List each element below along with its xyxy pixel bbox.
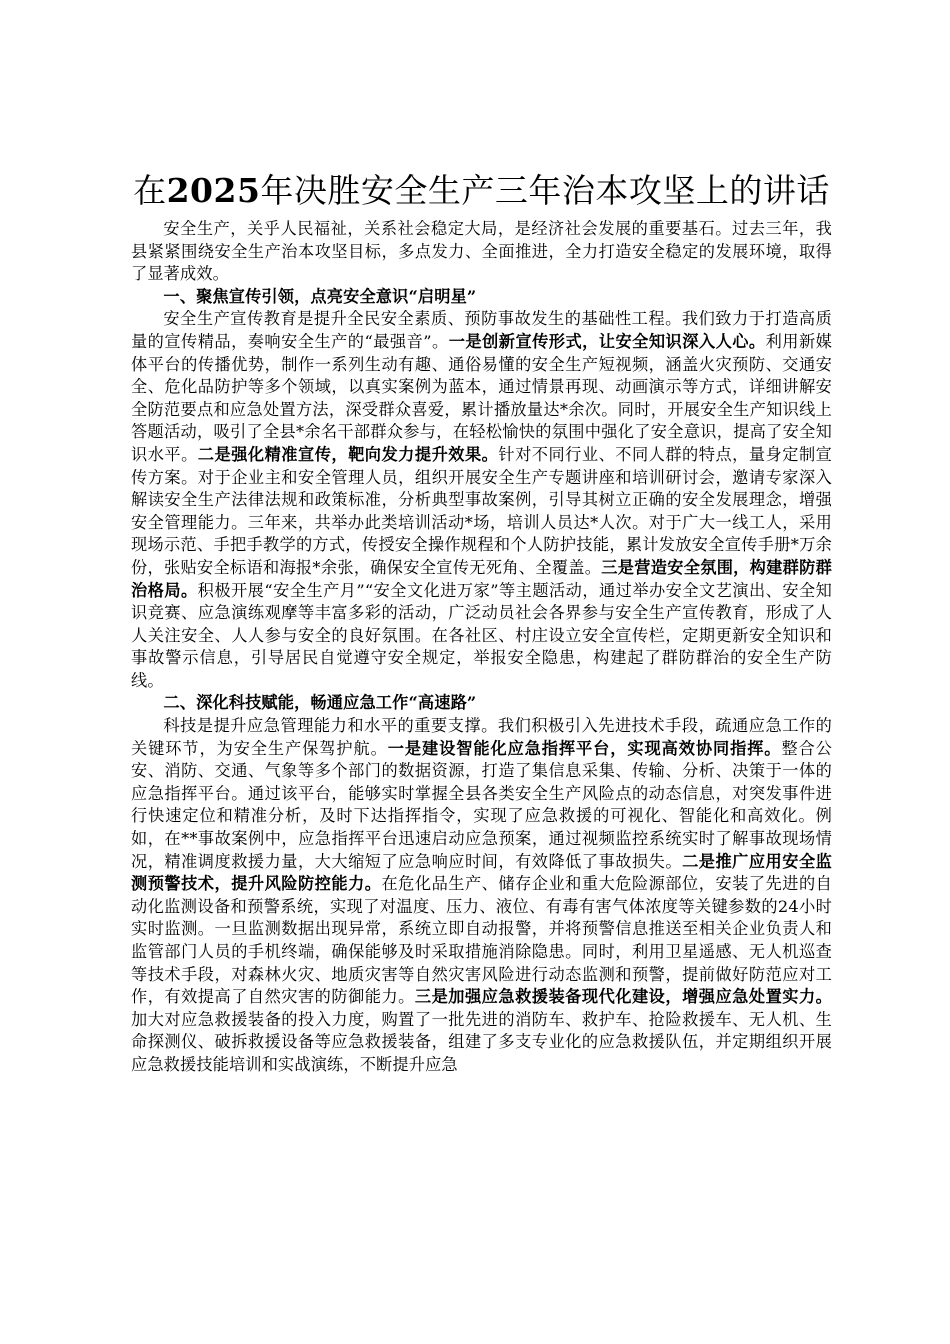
title-year: 2025 bbox=[166, 171, 261, 210]
document-title bbox=[131, 168, 832, 214]
point-1-3: 三是营造安全氛围，构建群防群治格局。 bbox=[131, 557, 832, 600]
section-heading-2: 二、深化科技赋能，畅通应急工作“高速路” bbox=[163, 693, 477, 713]
point-2-1: 一是建设智能化应急指挥平台，实现高效协同指挥。 bbox=[387, 738, 782, 758]
point-1-2: 二是强化精准宣传，靶向发力提升效果。 bbox=[197, 444, 499, 464]
title-suffix: 年决胜安全生产三年治本攻坚上的讲话 bbox=[260, 171, 830, 210]
section-2-paragraph: 科技是提升应急管理能力和水平的重要支撑。我们积极引入先进技术手段，疏通应急工作的关键环节，为安全生产保驾护航。一是建设智能化应急指挥平台，实现高效协同指挥。整合公安、消防、交通、气象等多个部门的数据资源，打造了集信息采集、传输、分析、决策于一体的应急指挥平台。通过该平台，能够实时掌握全县各类安全生产风险点的动态信息，对突发事件进行快速定位和精准分析，及时下达指挥指令，实现了应急救援的可视化、智能化和高效化。例如，在**事故案例中，应急指挥平台迅速启动应急预案，通过视频监控系统实时了解事故现场情况，精准调度救援力量，大大缩短了应急响应时间，有效降低了事故损失。二是推广应用安全监测预警技术，提升风险防控能力。在危化品生产、储存企业和重大危险源部位，安装了先进的自动化监测设备和预警系统，实现了对温度、压力、液位、有毒有害气体浓度等关键参数的24小时实时监测。一旦监测数据出现异常，系统立即自动报警，并将预警信息推送至相关企业负责人和监管部门人员的手机终端，确保能够及时采取措施消除隐患。同时，利用卫星遥感、无人机巡查等技术手段，对森林火灾、地质灾害等自然灾害风险进行动态监测和预警，提前做好防范应对工作，有效提高了自然灾害的防御能力。三是加强应急救援装备现代化建设，增强应急处置实力。加大对应急救援装备的投入力度，购置了一批先进的消防车、救护车、抢险救援车、无人机、生命探测仪、破拆救援设备等应急救援装备，组建了多支专业化的应急救援队伍，并定期组织开展应急救援技能培训和实战演练，不断提升应急 bbox=[131, 716, 833, 1074]
intro-paragraph: 安全生产，关乎人民福祉，关系社会稳定大局，是经济社会发展的重要基石。过去三年，我县紧紧围绕安全生产治本攻坚目标，多点发力、全面推进，全力打造安全稳定的发展环境，取得了显著成效。 bbox=[131, 219, 832, 284]
section-heading-1: 一、聚焦宣传引领，点亮安全意识“启明星” bbox=[163, 286, 477, 306]
point-1-1: 一是创新宣传形式，让安全知识深入人心。 bbox=[448, 331, 766, 351]
point-2-2: 二是推广应用安全监测预警技术，提升风险防控能力。 bbox=[131, 851, 832, 894]
section-1-paragraph: 安全生产宣传教育是提升全民安全素质、预防事故发生的基础性工程。我们致力于打造高质量的宣传精品，奏响安全生产的“最强音”。一是创新宣传形式，让安全知识深入人心。利用新媒体平台的传播优势，制作一系列生动有趣、通俗易懂的安全生产短视频，涵盖火灾预防、交通安全、危化品防护等多个领域，以真实案例为蓝本，通过情景再现、动画演示等方式，详细讲解安全防范要点和应急处置方法，深受群众喜爱，累计播放量达*余次。同时，开展安全生产知识线上答题活动，吸引了全县*余名干部群众参与，在轻松愉快的氛围中强化了安全意识，提高了安全知识水平。二是强化精准宣传，靶向发力提升效果。针对不同行业、不同人群的特点，量身定制宣传方案。对于企业主和安全管理人员，组织开展安全生产专题讲座和培训研讨会，邀请专家深入解读安全生产法律法规和政策标准，分析典型事故案例，引导其树立正确的安全发展理念，增强安全管理能力。三年来，共举办此类培训活动*场，培训人员达*人次。对于广大一线工人，采用现场示范、手把手教学的方式，传授安全操作规程和个人防护技能，累计发放安全宣传手册*万余份，张贴安全标语和海报*余张，确保安全宣传无死角、全覆盖。三是营造安全氛围，构建群防群治格局。积极开展“安全生产月”“安全文化进万家”等主题活动，通过举办安全文艺演出、安全知识竞赛、应急演练观摩等丰富多彩的活动，广泛动员社会各界参与安全生产宣传教育，形成了人人关注安全、人人参与安全的良好氛围。在各社区、村庄设立安全宣传栏，定期更新安全知识和事故警示信息，引导居民自觉遵守安全规定，举报安全隐患，构建起了群防群治的安全生产防线。 bbox=[131, 309, 832, 690]
document-page bbox=[131, 168, 832, 1077]
point-2-3: 三是加强应急救援装备现代化建设，增强应急处置实力。 bbox=[414, 987, 832, 1007]
title-prefix: 在 bbox=[133, 171, 167, 210]
